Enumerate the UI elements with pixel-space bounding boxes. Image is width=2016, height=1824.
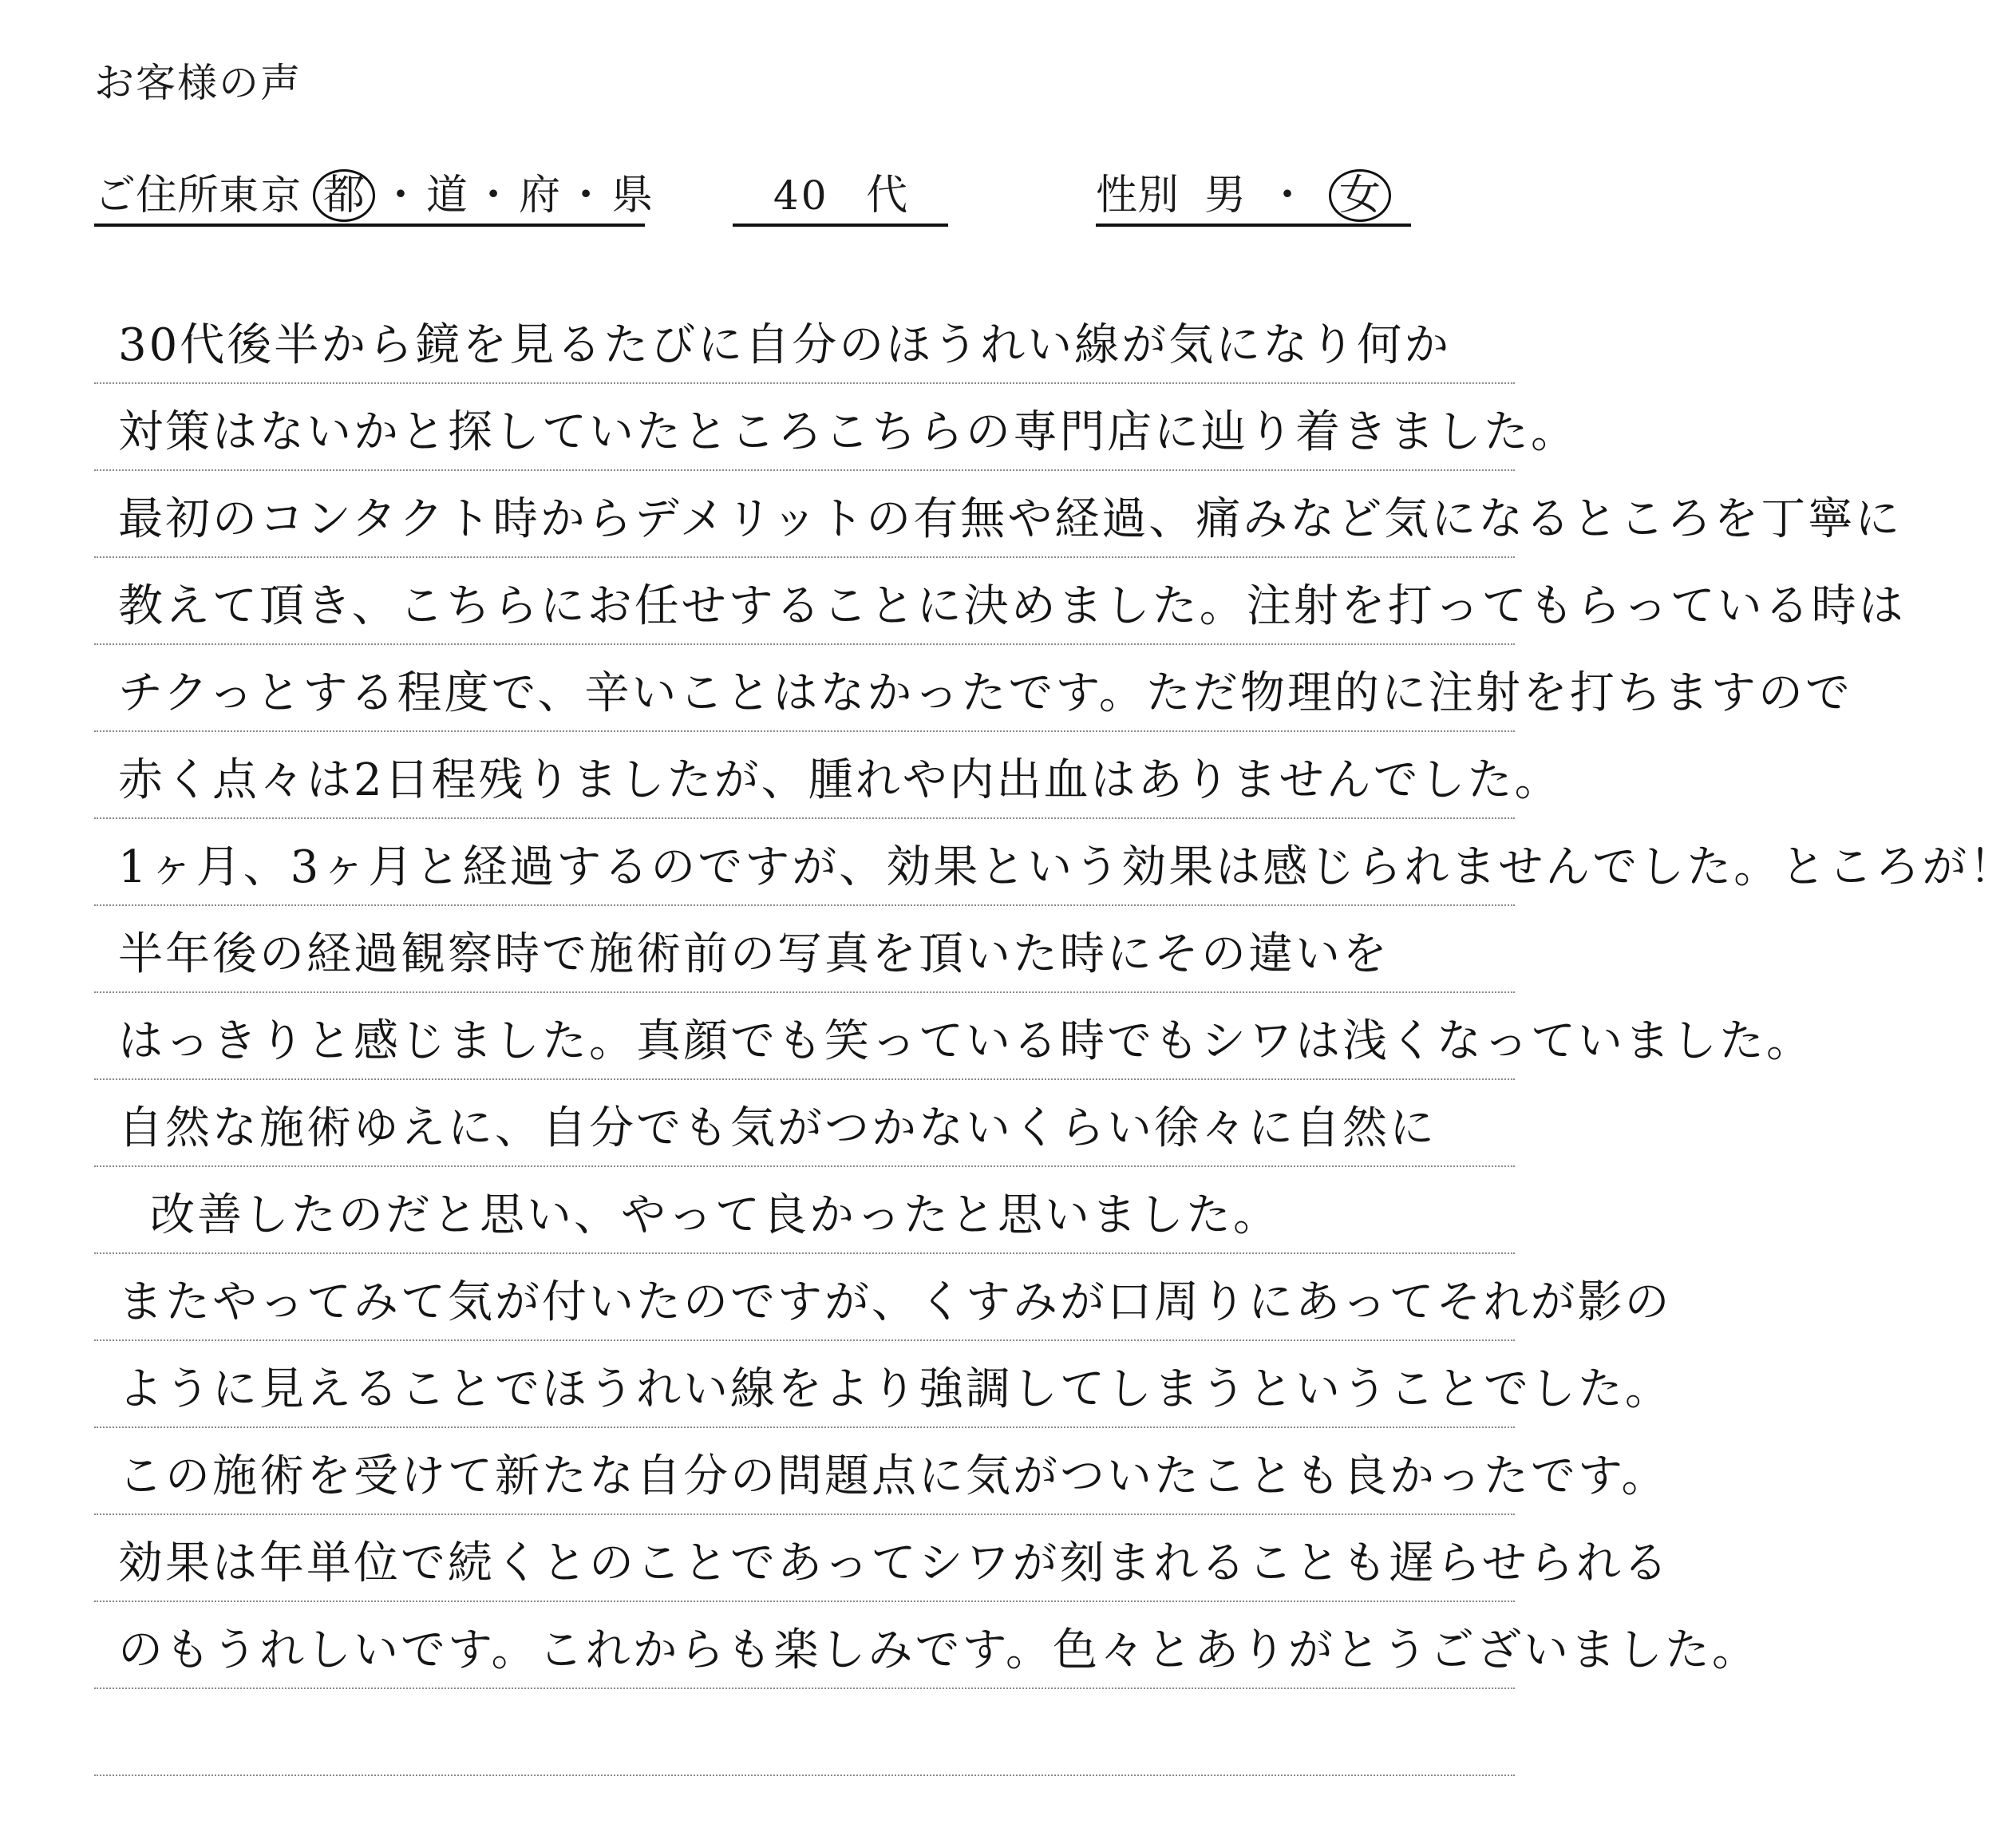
ruled-line [94, 1341, 1672, 1428]
ruled-line [94, 471, 1903, 558]
ruled-line [94, 558, 1906, 645]
comment-line-8: 半年後の経過観察時で施術前の写真を頂いた時にその違いを [118, 928, 1389, 980]
prefecture-option-to-selected: 都 [313, 169, 375, 222]
comment-line-14: この施術を受けて新たな自分の問題点に気がついたことも良かったです。 [118, 1450, 1669, 1502]
address-value: 東京 [219, 172, 304, 219]
handwritten-comment [94, 297, 2016, 1776]
ruled-line [94, 1254, 1672, 1341]
address-label: ご住所 [94, 172, 219, 220]
comment-line-6: 赤く点々は2日程残りましたが、腫れや内出血はありませんでした。 [118, 754, 1562, 806]
document-title: お客様の声 [94, 60, 302, 106]
prefecture-option-fu: 府 [519, 172, 561, 220]
age-suffix: 代 [866, 172, 908, 220]
ruled-line [94, 1167, 1515, 1254]
comment-line-2: 対策はないかと探していたところこちらの専門店に辿り着きました。 [118, 406, 1578, 458]
ruled-line [94, 819, 2016, 906]
comment-line-13: ように見えることでほうれい線をより強調してしまうということでした。 [118, 1363, 1672, 1415]
ruled-line [94, 297, 1515, 384]
ruled-line [94, 993, 1813, 1080]
ruled-line [94, 732, 1562, 819]
ruled-line [94, 1428, 1669, 1515]
comment-line-3: 最初のコンタクト時からデメリットの有無や経過、痛みなど気になるところを丁寧に [118, 493, 1903, 545]
comment-line-7: 1ヶ月、3ヶ月と経過するのですが、効果という効果は感じられませんでした。ところが！ [118, 841, 2016, 893]
ruled-line [94, 1602, 1760, 1689]
gender-field: 性別 男 ・ 女 [1096, 168, 1411, 227]
comment-line-15: 効果は年単位で続くとのことであってシワが刻まれることも遅らせられる [118, 1537, 1670, 1589]
comment-line-12: またやってみて気が付いたのですが、くすみが口周りにあってそれが影の [118, 1276, 1672, 1328]
prefecture-option-do: 道 [426, 172, 468, 220]
comment-line-5: チクっとする程度で、辛いことはなかったです。ただ物理的に注射を打ちますので [118, 667, 1852, 719]
age-value: 40 [773, 172, 829, 219]
ruled-line [94, 906, 1515, 993]
form-header [0, 152, 1658, 239]
comment-line-9: はっきりと感じました。真顔でも笑っている時でもシワは浅くなっていました。 [118, 1015, 1813, 1067]
gender-option-male: 男 [1204, 172, 1247, 220]
age-field [733, 168, 948, 227]
comment-line-4: 教えて頂き、こちらにお任せすることに決めました。注射を打ってもらっている時は [118, 580, 1906, 632]
gender-option-female-selected: 女 [1329, 169, 1391, 222]
comment-line-16: のもうれしいです。これからも楽しみです。色々とありがとうございました。 [118, 1624, 1760, 1676]
address-field: ご住所東京 都 ・ 道 ・ 府 ・ 県 [94, 168, 645, 227]
gender-label: 性別 [1096, 172, 1180, 220]
ruled-line [94, 645, 1852, 732]
ruled-line [94, 384, 1578, 471]
comment-line-10: 自然な施術ゆえに、自分でも気がつかないくらい徐々に自然に [118, 1102, 1437, 1154]
comment-line-1: 30代後半から鏡を見るたびに自分のほうれい線が気になり何か [118, 319, 1452, 371]
ruled-line [94, 1515, 1670, 1602]
ruled-line [94, 1689, 1515, 1776]
comment-line-11: 改善したのだと思い、やって良かったと思いました。 [150, 1189, 1280, 1241]
prefecture-option-ken: 県 [611, 172, 654, 220]
ruled-line [94, 1080, 1515, 1167]
